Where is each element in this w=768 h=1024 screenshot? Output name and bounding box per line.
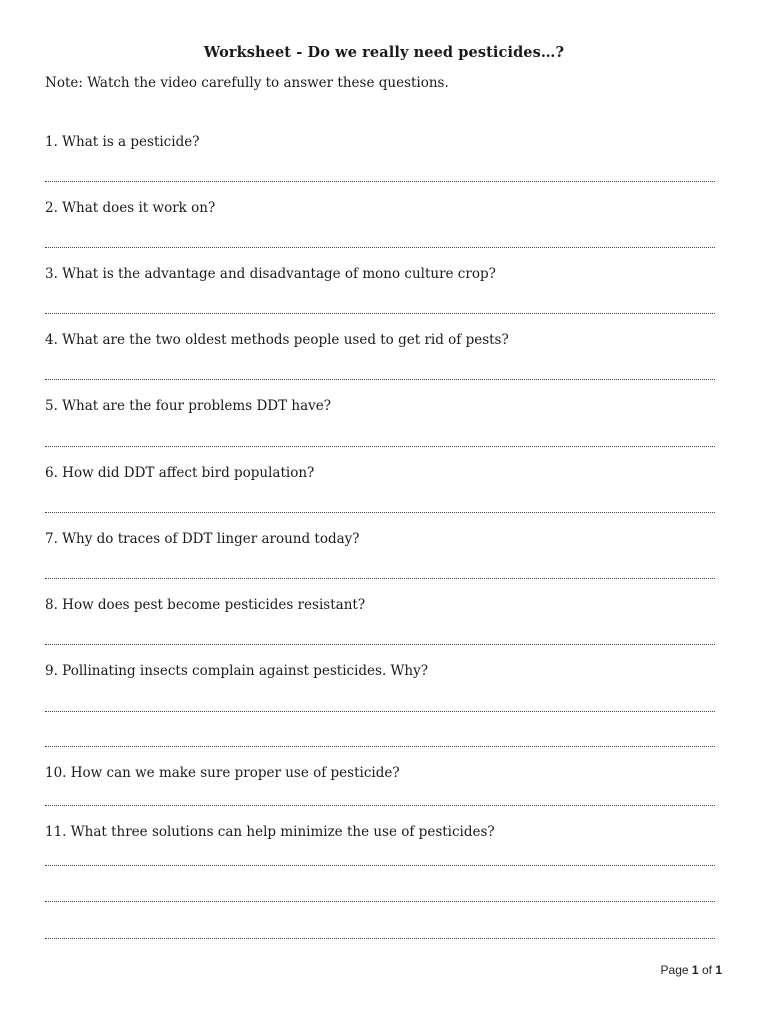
question-10: 10. How can we make sure proper use of pesticide? — [45, 765, 400, 781]
answer-line[interactable] — [45, 578, 715, 579]
question-7: 7. Why do traces of DDT linger around today? — [45, 531, 360, 547]
question-5: 5. What are the four problems DDT have? — [45, 398, 331, 414]
question-11: 11. What three solutions can help minimize the use of pesticides? — [45, 824, 495, 840]
question-1: 1. What is a pesticide? — [45, 134, 200, 150]
question-2: 2. What does it work on? — [45, 200, 216, 216]
answer-line[interactable] — [45, 805, 715, 806]
current-page: 1 — [691, 963, 699, 977]
page-word: Page — [660, 963, 689, 977]
answer-line[interactable] — [45, 865, 715, 866]
answer-line[interactable] — [45, 711, 715, 712]
page-number — [661, 963, 722, 977]
total-pages: 1 — [715, 963, 722, 977]
answer-line[interactable] — [45, 379, 715, 380]
question-4: 4. What are the two oldest methods people used to get rid of pests? — [45, 332, 509, 348]
answer-line[interactable] — [45, 247, 715, 248]
answer-line[interactable] — [45, 181, 715, 182]
answer-line[interactable] — [45, 746, 715, 747]
question-3: 3. What is the advantage and disadvantage of mono culture crop? — [45, 266, 496, 282]
answer-line[interactable] — [45, 446, 715, 447]
question-9: 9. Pollinating insects complain against pesticides. Why? — [45, 663, 428, 679]
answer-line[interactable] — [45, 512, 715, 513]
answer-line[interactable] — [45, 901, 715, 902]
instruction-note: Note: Watch the video carefully to answer these questions. — [45, 75, 449, 91]
worksheet-title: Worksheet - Do we really need pesticides…? — [203, 44, 565, 61]
answer-line[interactable] — [45, 938, 715, 939]
question-8: 8. How does pest become pesticides resistant? — [45, 597, 366, 613]
answer-line[interactable] — [45, 313, 715, 314]
answer-line[interactable] — [45, 644, 715, 645]
question-6: 6. How did DDT affect bird population? — [45, 465, 315, 481]
of-word: of — [701, 963, 712, 977]
